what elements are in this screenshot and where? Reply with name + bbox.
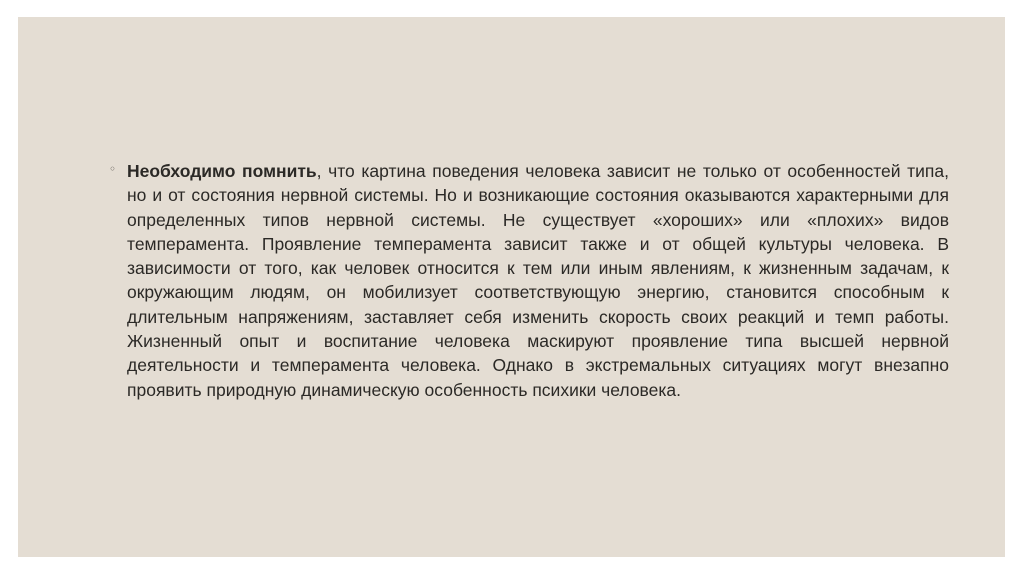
lead-bold-text: Необходимо помнить <box>127 161 317 181</box>
slide-canvas <box>18 17 1005 557</box>
body-text: , что картина поведения человека зависит не только от особенностей типа, но и от состояния нервной системы. Но и возникающие состояния оказываются характерными для определенных типов нервной системы. Не существует «хороших» или «плохих» видов темперамента. Проявление темперамента зависит также и от общей культуры человека. В зависимости от того, как человек относится к тем или иным явлениям, к жизненным задачам, к окружающим людям, он мобилизует соответствующую энергию, становится способным к длительным напряжениям, заставляет себя изменить скорость своих реакций и темп работы. Жизненный опыт и воспитание человека маскируют проявление типа высшей нервной деятельности и темперамента человека. Однако в экстремальных ситуациях могут внезапно проявить природную динамическую особенность психики человека. <box>127 161 949 400</box>
paragraph-text <box>127 159 949 402</box>
bullet-paragraph <box>109 159 949 402</box>
bullet-circle-icon: ◦ <box>109 162 117 176</box>
